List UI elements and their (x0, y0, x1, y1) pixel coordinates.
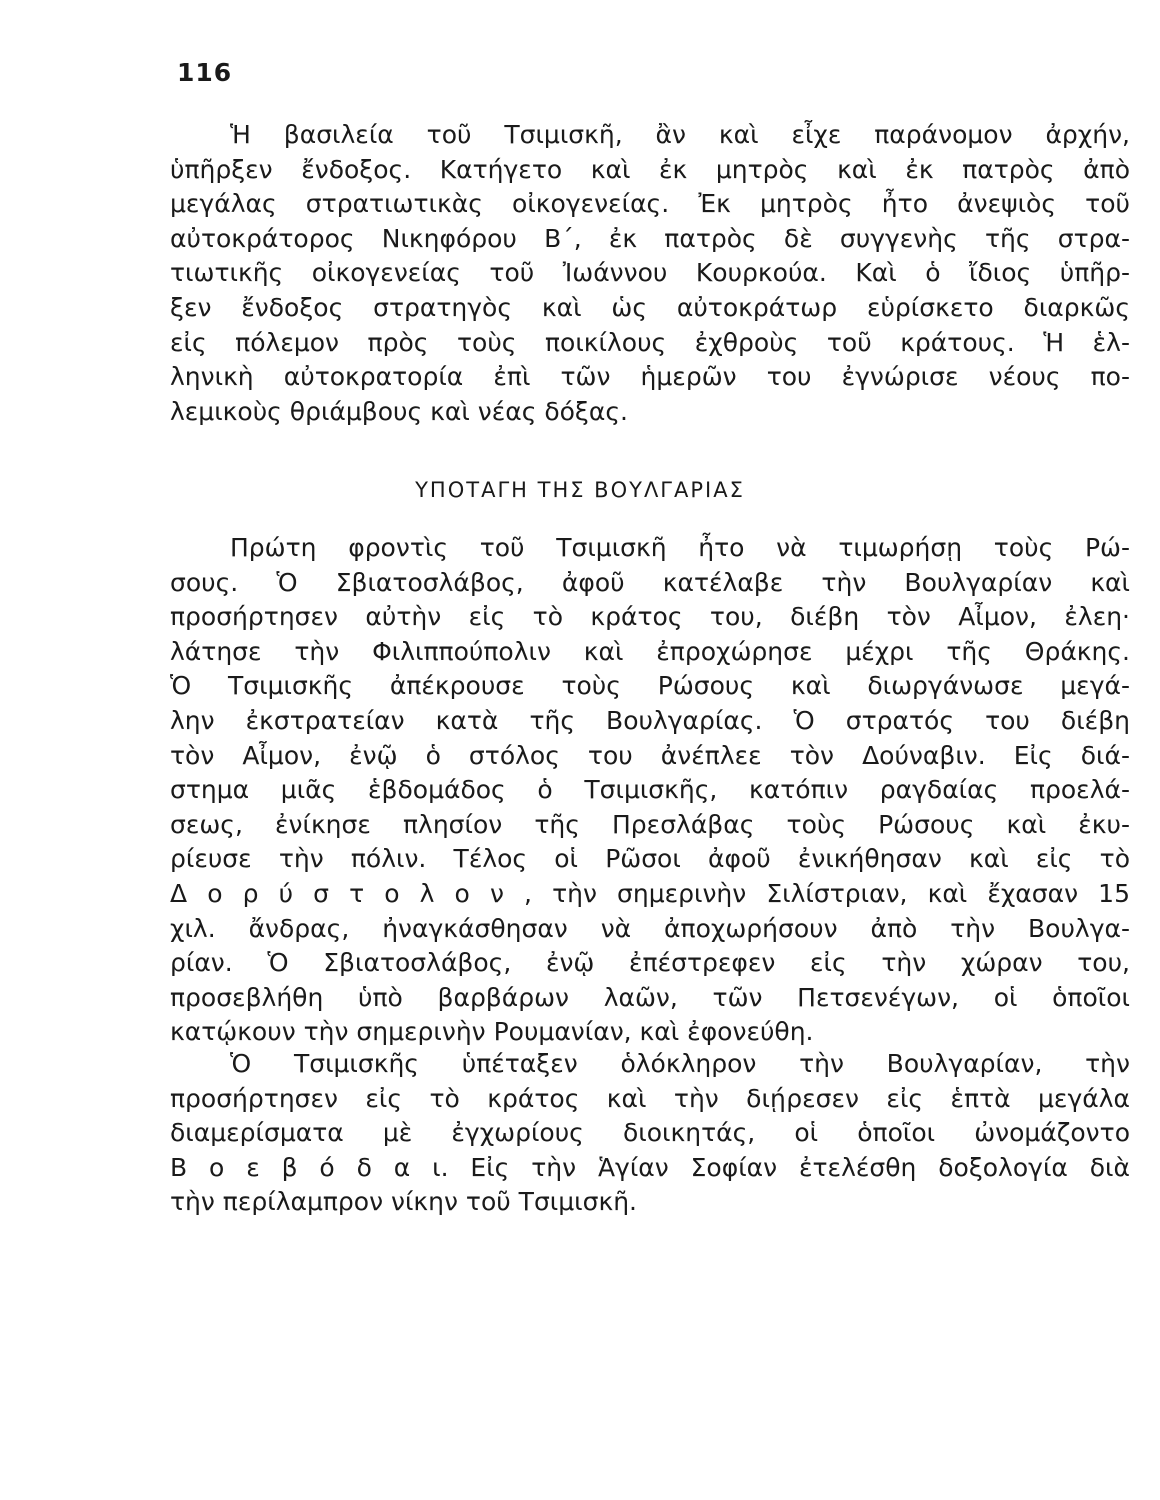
text-line: λην ἐκστρατείαν κατὰ τῆς Βουλγαρίας. Ὁ στρατός του διέβη (170, 705, 1130, 735)
text-line: εἰς πόλεμον πρὸς τοὺς ποικίλους ἐχθροὺς τοῦ κράτους. Ἡ ἑλ- (170, 327, 1130, 357)
text-line: ξεν ἔνδοξος στρατηγὸς καὶ ὡς αὐτοκράτωρ εὑρίσκετο διαρκῶς (170, 292, 1130, 322)
page-number: 116 (177, 58, 233, 87)
text-line: λάτησε τὴν Φιλιππούπολιν καὶ ἐπροχώρησε μέχρι τῆς Θράκης. (170, 636, 1130, 666)
text-line: λεμικοὺς θριάμβους καὶ νέας δόξας. (170, 396, 628, 426)
paragraph-tsimiskis-reign (170, 118, 1130, 429)
text-line: μεγάλας στρατιωτικὰς οἰκογενείας. Ἐκ μητρὸς ἦτο ἀνεψιὸς τοῦ (170, 189, 1130, 219)
text-line: ρίαν. Ὁ Σβιατοσλάβος, ἐνῷ ἐπέστρεφεν εἰς τὴν χώραν του, (170, 948, 1130, 978)
text-line: Δ ο ρ ύ σ τ ο λ ο ν , τὴν σημερινὴν Σιλίστριαν, καὶ ἔχασαν 15 (170, 878, 1130, 908)
text-line: Ὁ Τσιμισκῆς ὑπέταξεν ὁλόκληρον τὴν Βουλγαρίαν, τὴν (230, 1049, 1130, 1078)
text-line: στημα μιᾶς ἑβδομάδος ὁ Τσιμισκῆς, κατόπιν ραγδαίας προελά- (170, 775, 1130, 805)
text-line: διαμερίσματα μὲ ἐγχωρίους διοικητάς, οἱ ὁποῖοι ὠνομάζοντο (170, 1118, 1130, 1148)
text-line: σους. Ὁ Σβιατοσλάβος, ἀφοῦ κατέλαβε τὴν Βουλγαρίαν καὶ (170, 567, 1130, 597)
text-line: Β ο ε β ό δ α ι. Εἰς τὴν Ἁγίαν Σοφίαν ἐτελέσθη δοξολογία διὰ (170, 1152, 1130, 1182)
text-line: τὴν περίλαμπρον νίκην τοῦ Τσιμισκῆ. (170, 1187, 637, 1217)
text-line: προσεβλήθη ὑπὸ βαρβάρων λαῶν, τῶν Πετσενέγων, οἱ ὁποῖοι (170, 982, 1130, 1012)
paragraph-bulgaria-campaign (170, 531, 1130, 1050)
section-heading: ΥΠΟΤΑΓΗ ΤΗΣ ΒΟΥΛΓΑΡΙΑΣ (415, 478, 745, 502)
text-line: ὑπῆρξεν ἔνδοξος. Κατήγετο καὶ ἐκ μητρὸς καὶ ἐκ πατρὸς ἀπὸ (170, 154, 1130, 184)
text-line: προσήρτησεν εἰς τὸ κράτος καὶ τὴν διῄρεσεν εἰς ἑπτὰ μεγάλα (170, 1083, 1130, 1113)
text-line: Πρώτη φροντὶς τοῦ Τσιμισκῆ ἦτο νὰ τιμωρήσῃ τοὺς Ρώ- (230, 533, 1130, 562)
text-line: σεως, ἐνίκησε πλησίον τῆς Πρεσλάβας τοὺς Ρώσους καὶ ἐκυ- (170, 809, 1130, 839)
text-line: ρίευσε τὴν πόλιν. Τέλος οἱ Ρῶσοι ἀφοῦ ἐνικήθησαν καὶ εἰς τὸ (170, 844, 1130, 874)
text-line: Ὁ Τσιμισκῆς ἀπέκρουσε τοὺς Ρώσους καὶ διωργάνωσε μεγά- (170, 671, 1130, 701)
text-line: τιωτικῆς οἰκογενείας τοῦ Ἰωάννου Κουρκούα. Καὶ ὁ ἴδιος ὑπῆρ- (170, 258, 1130, 288)
paragraph-bulgaria-subjugation (170, 1047, 1130, 1220)
text-line: προσήρτησεν αὐτὴν εἰς τὸ κράτος του, διέβη τὸν Αἶμον, ἐλεη· (170, 602, 1130, 632)
text-line: χιλ. ἄνδρας, ἠναγκάσθησαν νὰ ἀποχωρήσουν ἀπὸ τὴν Βουλγα- (170, 913, 1130, 943)
text-line: ληνικὴ αὐτοκρατορία ἐπὶ τῶν ἡμερῶν του ἐγνώρισε νέους πο- (170, 362, 1130, 392)
text-line: αὐτοκράτορος Νικηφόρου Β΄, ἐκ πατρὸς δὲ συγγενὴς τῆς στρα- (170, 223, 1130, 253)
text-line: Ἡ βασιλεία τοῦ Τσιμισκῆ, ἂν καὶ εἶχε παράνομον ἀρχήν, (230, 120, 1130, 149)
text-line: κατῴκουν τὴν σημερινὴν Ρουμανίαν, καὶ ἐφονεύθη. (170, 1017, 814, 1047)
text-line: τὸν Αἶμον, ἐνῷ ὁ στόλος του ἀνέπλεε τὸν Δούναβιν. Εἰς διά- (170, 740, 1130, 770)
